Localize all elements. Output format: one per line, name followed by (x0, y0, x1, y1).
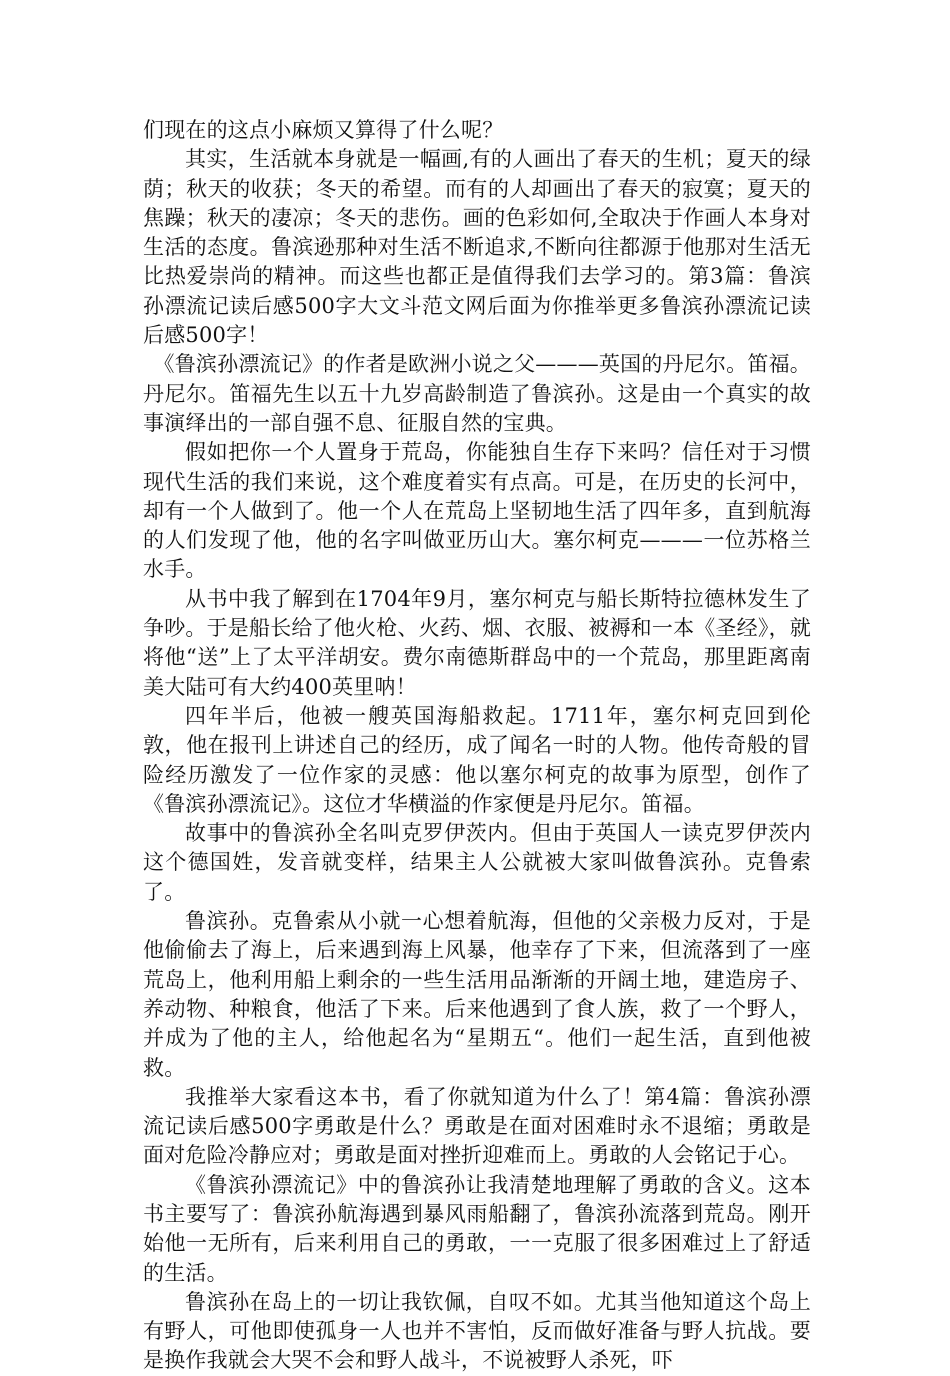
paragraph-3: 《鲁滨孙漂流记》的作者是欧洲小说之父———英国的丹尼尔。笛福。丹尼尔。笛福先生以五十九岁高龄制造了鲁滨孙。这是由一个真实的故事演绎出的一部自强不息、征服自然的宝典。 (143, 352, 811, 435)
paragraph-8: 鲁滨孙。克鲁索从小就一心想着航海，但他的父亲极力反对，于是他偷偷去了海上，后来遇到海上风暴，他幸存了下来，但流落到了一座荒岛上，他利用船上剩余的一些生活用品渐渐的开阔土地，建造房子、养动物、种粮食，他活了下来。后来他遇到了食人族，救了一个野人，并成为了他的主人，给他起名为“星期五“。他们一起生活，直到他被救。 (143, 909, 811, 1080)
paragraph-11: 鲁滨孙在岛上的一切让我钦佩，自叹不如。尤其当他知道这个岛上有野人，可他即使孤身一人也并不害怕，反而做好准备与野人抗战。要是换作我就会大哭不会和野人战斗，不说被野人杀死，吓 (143, 1289, 811, 1373)
paragraph-10: 《鲁滨孙漂流记》中的鲁滨孙让我清楚地理解了勇敢的含义。这本书主要写了：鲁滨孙航海遇到暴风雨船翻了，鲁滨孙流落到荒岛。刚开始他一无所有，后来利用自己的勇敢，一一克服了很多困难过上了舒适的生活。 (143, 1172, 811, 1285)
paragraph-4: 假如把你一个人置身于荒岛，你能独自生存下来吗？信任对于习惯现代生活的我们来说，这个难度着实有点高。可是，在历史的长河中，却有一个人做到了。他一个人在荒岛上坚韧地生活了四年多，直到航海的人们发现了他，他的名字叫做亚历山大。塞尔柯克———一位苏格兰水手。 (143, 440, 811, 582)
paragraph-6: 四年半后，他被一艘英国海船救起。1711年，塞尔柯克回到伦敦，他在报刊上讲述自己的经历，成了闻名一时的人物。他传奇般的冒险经历激发了一位作家的灵感：他以塞尔柯克的故事为原型，创作了《鲁滨孙漂流记》。这位才华横溢的作家便是丹尼尔。笛福。 (143, 703, 811, 816)
paragraph-9: 我推举大家看这本书，看了你就知道为什么了！第4篇：鲁滨孙漂流记读后感500字勇敢是什么？勇敢是在面对困难时永不退缩；勇敢是面对危险冷静应对；勇敢是面对挫折迎难而上。勇敢的人会铭记于心。 (143, 1084, 811, 1168)
document-page (143, 116, 811, 1376)
paragraph-7: 故事中的鲁滨孙全名叫克罗伊茨内。但由于英国人一读克罗伊茨内这个德国姓，发音就变样，结果主人公就被大家叫做鲁滨孙。克鲁索了。 (143, 821, 811, 904)
paragraph-1: 们现在的这点小麻烦又算得了什么呢？ (143, 118, 504, 142)
paragraph-5: 从书中我了解到在1704年9月，塞尔柯克与船长斯特拉德林发生了争吵。于是船长给了他火枪、火药、烟、衣服、被褥和一本《圣经》，就将他“送”上了太平洋胡安。费尔南德斯群岛中的一个荒岛，那里距离南美大陆可有大约400英里呐！ (143, 586, 811, 699)
paragraph-2: 其实，生活就本身就是一幅画,有的人画出了春天的生机；夏天的绿荫；秋天的收获；冬天的希望。而有的人却画出了春天的寂寞；夏天的焦躁；秋天的凄凉；冬天的悲伤。画的色彩如何,全取决于作画人本身对生活的态度。鲁滨逊那种对生活不断追求,不断向往都源于他那对生活无比热爱崇尚的精神。而这些也都正是值得我们去学习的。第3篇：鲁滨孙漂流记读后感500字大文斗范文网后面为你推举更多鲁滨孙漂流记读后感500字！ (143, 147, 811, 348)
